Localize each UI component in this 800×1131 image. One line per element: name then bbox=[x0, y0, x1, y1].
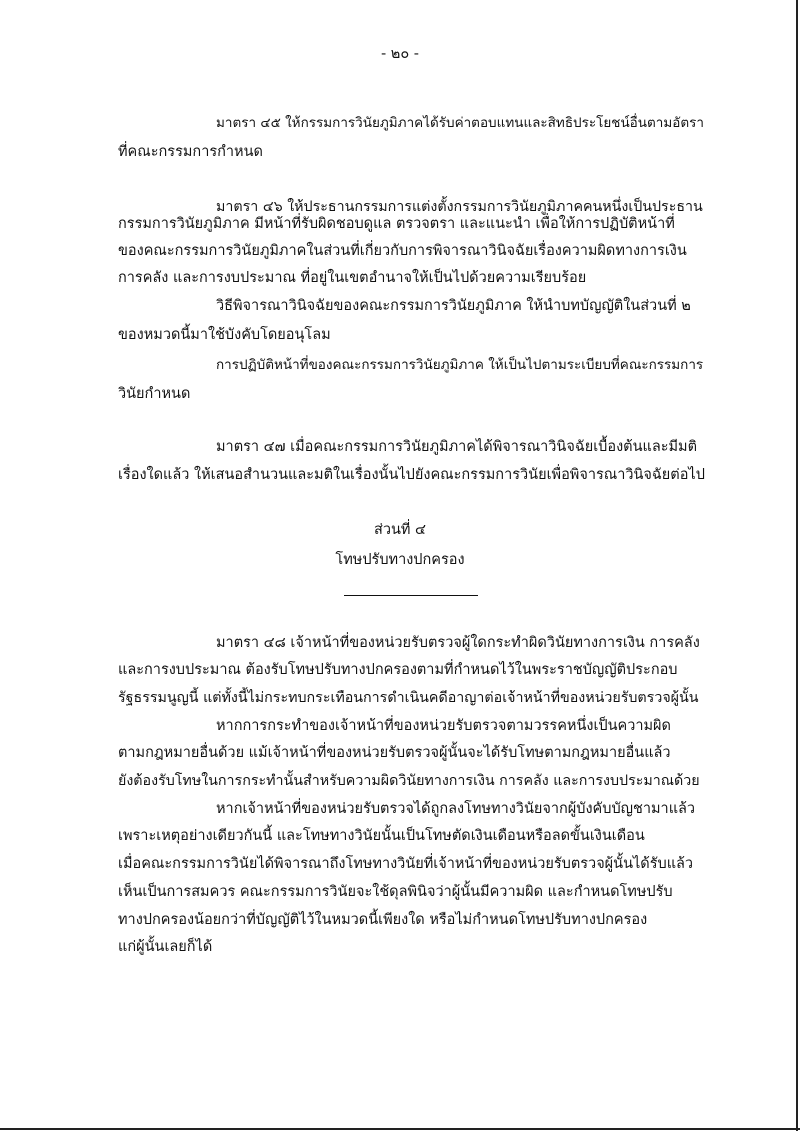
section-45-line-2: ที่คณะกรรมการกำหนด bbox=[118, 144, 263, 160]
section-48-line-8: เพราะเหตุอย่างเดียวกันนี้ และโทษทางวินัยนั้นเป็นโทษตัดเงินเดือนหรือลดขั้นเงินเดือน bbox=[118, 828, 645, 844]
section-47-line-1: มาตรา ๔๗ เมื่อคณะกรรมการวินัยภูมิภาคได้พิจารณาวินิจฉัยเบื้องต้นและมีมติ bbox=[216, 439, 698, 455]
section-46-line-2: กรรมการวินัยภูมิภาค มีหน้าที่รับผิดชอบดูแล ตรวจตรา และแนะนำ เพื่อให้การปฏิบัติหน้าที่ bbox=[118, 216, 675, 232]
section-46-line-7: การปฏิบัติหน้าที่ของคณะกรรมการวินัยภูมิภาค ให้เป็นไปตามระเบียบที่คณะกรรมการ bbox=[216, 357, 704, 373]
heading-divider bbox=[344, 595, 478, 596]
part-title: โทษปรับทางปกครอง bbox=[335, 552, 465, 568]
section-48-line-6: ยังต้องรับโทษในการกระทำนั้นสำหรับความผิดวินัยทางการเงิน การคลัง และการงบประมาณด้วย bbox=[118, 773, 700, 789]
section-48-line-12: แก่ผู้นั้นเลยก็ได้ bbox=[118, 939, 213, 955]
page-edge-bottom bbox=[0, 1128, 800, 1130]
section-48-line-11: ทางปกครองน้อยกว่าที่บัญญัติไว้ในหมวดนี้เพียงใด หรือไม่กำหนดโทษปรับทางปกครอง bbox=[118, 912, 648, 928]
section-46-line-3: ของคณะกรรมการวินัยภูมิภาคในส่วนที่เกี่ยวกับการพิจารณาวินิจฉัยเรื่องความผิดทางการเงิน bbox=[118, 243, 687, 259]
section-48-line-3: รัฐธรรมนูญนี้ แต่ทั้งนี้ไม่กระทบกระเทือนการดำเนินคดีอาญาต่อเจ้าหน้าที่ของหน่วยรับตรวจผู้นั้น bbox=[118, 690, 699, 706]
section-48-line-1: มาตรา ๔๘ เจ้าหน้าที่ของหน่วยรับตรวจผู้ใดกระทำผิดวินัยทางการเงิน การคลัง bbox=[216, 635, 700, 651]
section-47-line-2: เรื่องใดแล้ว ให้เสนอสำนวนและมติในเรื่องนั้นไปยังคณะกรรมการวินัยเพื่อพิจารณาวินิจฉัยต่อไป bbox=[118, 467, 705, 483]
section-46-line-6: ของหมวดนี้มาใช้บังคับโดยอนุโลม bbox=[118, 327, 331, 343]
section-48-line-4: หากการกระทำของเจ้าหน้าที่ของหน่วยรับตรวจตามวรรคหนึ่งเป็นความผิด bbox=[216, 718, 671, 734]
section-48-line-7: หากเจ้าหน้าที่ของหน่วยรับตรวจได้ถูกลงโทษทางวินัยจากผู้บังคับบัญชามาแล้ว bbox=[216, 801, 696, 817]
section-45-line-1: มาตรา ๔๕ ให้กรรมการวินัยภูมิภาคได้รับค่าตอบแทนและสิทธิประโยชน์อื่นตามอัตรา bbox=[216, 115, 704, 131]
section-46-line-5: วิธีพิจารณาวินิจฉัยของคณะกรรมการวินัยภูมิภาค ให้นำบทบัญญัติในส่วนที่ ๒ bbox=[216, 298, 691, 314]
section-48-line-10: เห็นเป็นการสมควร คณะกรรมการวินัยจะใช้ดุลพินิจว่าผู้นั้นมีความผิด และกำหนดโทษปรับ bbox=[118, 884, 673, 900]
section-46-line-1: มาตรา ๔๖ ให้ประธานกรรมการแต่งตั้งกรรมการวินัยภูมิภาคคนหนึ่งเป็นประธาน bbox=[216, 199, 703, 215]
section-48-line-9: เมื่อคณะกรรมการวินัยได้พิจารณาถึงโทษทางวินัยที่เจ้าหน้าที่ของหน่วยรับตรวจผู้นั้นได้รับแล้ว bbox=[118, 856, 694, 872]
section-48-line-5: ตามกฎหมายอื่นด้วย แม้เจ้าหน้าที่ของหน่วยรับตรวจผู้นั้นจะได้รับโทษตามกฎหมายอื่นแล้ว bbox=[118, 745, 671, 761]
section-48-line-2: และการงบประมาณ ต้องรับโทษปรับทางปกครองตามที่กำหนดไว้ในพระราชบัญญัติประกอบ bbox=[118, 662, 678, 678]
section-46-line-4: การคลัง และการงบประมาณ ที่อยู่ในเขตอำนาจให้เป็นไปด้วยความเรียบร้อย bbox=[118, 270, 587, 286]
section-46-line-8: วินัยกำหนด bbox=[118, 386, 191, 402]
page-number: - ๒๐ - bbox=[380, 46, 420, 62]
part-number: ส่วนที่ ๔ bbox=[373, 522, 427, 538]
